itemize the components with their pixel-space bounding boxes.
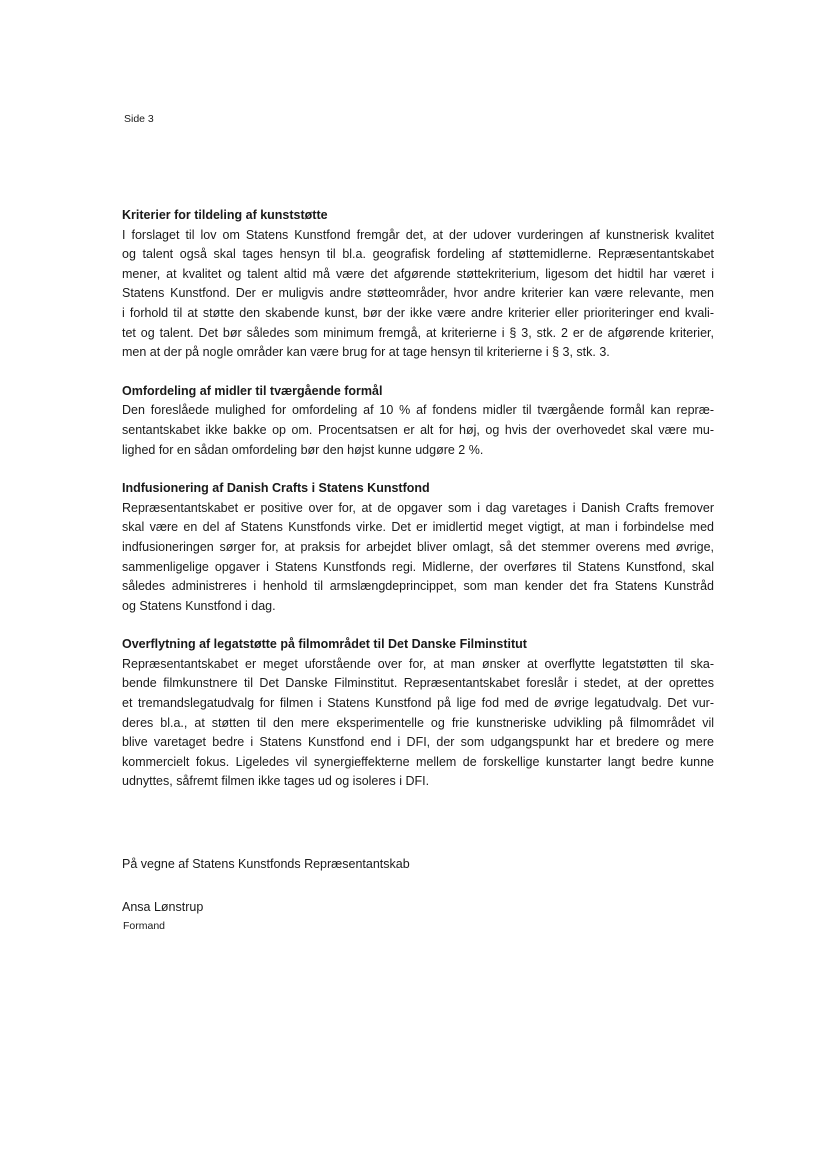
- section-omfordeling: [122, 382, 714, 460]
- paragraph-line: indfusioneringen sørger for, at praksis for arbejdet bliver omlagt, så det stemmer overens med øvrige,: [122, 539, 714, 554]
- paragraph-line: sentantskabet ikke bakke op om. Procentsatsen er alt for høj, og hvis der overhovedet skal være mu-: [122, 422, 714, 437]
- section-paragraph: [122, 226, 714, 363]
- paragraph-line: lighed for en sådan omfordeling bør den højst kunne udgøre 2 %.: [122, 442, 484, 457]
- signer-name: Ansa Lønstrup: [122, 900, 204, 914]
- paragraph-line: sammenligelige opgaver i Statens Kunstfonds regi. Midlerne, der overføres til Statens Kunstfond, skal: [122, 559, 714, 574]
- section-filmomraadet: [122, 635, 714, 792]
- section-paragraph: [122, 401, 714, 460]
- section-heading: Kriterier for tildeling af kunststøtte: [122, 208, 328, 222]
- paragraph-line: og Statens Kunstfond i dag.: [122, 598, 276, 613]
- section-kriterier: [122, 206, 714, 363]
- signature-block: [122, 855, 622, 934]
- paragraph-line: i forhold til at støtte den skabende kunst, bør der ikke være andre kriterier eller prioriteringer end kvali-: [122, 305, 714, 320]
- paragraph-line: bende filmkunstnere til Det Danske Filminstitut. Repræsentantskabet foreslår i stedet, at der oprettes: [122, 676, 714, 691]
- signer-title: Formand: [123, 920, 166, 932]
- section-heading: Omfordeling af midler til tværgående formål: [122, 383, 383, 398]
- paragraph-line: et tremandslegatudvalg for filmen i Statens Kunstfond på lige fod med de øvrige legatudvalg. Det vur-: [122, 696, 714, 711]
- section-paragraph: [122, 655, 714, 792]
- paragraph-line: og talent også skal tages hensyn til bl.a. geografisk fordeling af støttemidlerne. Repræsentantskabet: [122, 247, 714, 262]
- document-body: [122, 206, 714, 811]
- paragraph-line: mener, at kvalitet og talent altid må være det afgørende støttekriterium, ligesom det hidtil har været i: [122, 266, 714, 281]
- paragraph-line: I forslaget til lov om Statens Kunstfond fremgår det, at der udover vurderingen af kunstnerisk kvalitet: [122, 227, 714, 242]
- paragraph-line: Den foreslåede mulighed for omfordeling af 10 % af fondens midler til tværgående formål kan repræ-: [122, 403, 714, 418]
- paragraph-line: Repræsentantskabet er meget uforstående over for, at man ønsker at overflytte legatstøtten til ska-: [122, 656, 714, 671]
- paragraph-line: deres bl.a., at støtten til den mere eksperimentelle og frie kunstneriske udvikling på filmområdet vil: [122, 715, 714, 730]
- paragraph-line: udnyttes, såfremt filmen ikke tages ud og isoleres i DFI.: [122, 774, 430, 789]
- section-heading: Overflytning af legatstøtte på filmområdet til Det Danske Filminstitut: [122, 637, 527, 652]
- page-number: Side 3: [124, 113, 154, 125]
- section-danish-crafts: [122, 479, 714, 616]
- paragraph-line: kommercielt fokus. Ligeledes vil synergieffekterne mellem de forskellige kunstarter langt bedre kunne: [122, 754, 714, 769]
- paragraph-line: skal være en del af Statens Kunstfonds virke. Det er imidlertid meget vigtigt, at man i forbindelse med: [122, 520, 714, 535]
- paragraph-line: blive varetaget bedre i Statens Kunstfond end i DFI, der som udgangspunkt har et bredere og mere: [122, 735, 714, 750]
- paragraph-line: men at der på nogle områder kan være brug for at tage hensyn til kriterierne i § 3, stk. 3.: [122, 345, 610, 360]
- section-paragraph: [122, 499, 714, 617]
- paragraph-line: Repræsentantskabet er positive over for, at de opgaver som i dag varetages i Danish Crafts fremover: [122, 500, 714, 515]
- paragraph-line: Statens Kunstfond. Der er muligvis andre støtteområder, hvor andre kriterier kan være relevante, men: [122, 286, 714, 301]
- paragraph-line: således administreres i henhold til armslængdeprincippet, som man kender det fra Statens Kunstråd: [122, 579, 714, 594]
- closing-text: På vegne af Statens Kunstfonds Repræsentantskab: [122, 857, 410, 871]
- paragraph-line: tet og talent. Det bør således som minimum fremgå, at kriterierne i § 3, stk. 2 er de afgørende kriterier,: [122, 325, 714, 340]
- section-heading: Indfusionering af Danish Crafts i Statens Kunstfond: [122, 481, 430, 496]
